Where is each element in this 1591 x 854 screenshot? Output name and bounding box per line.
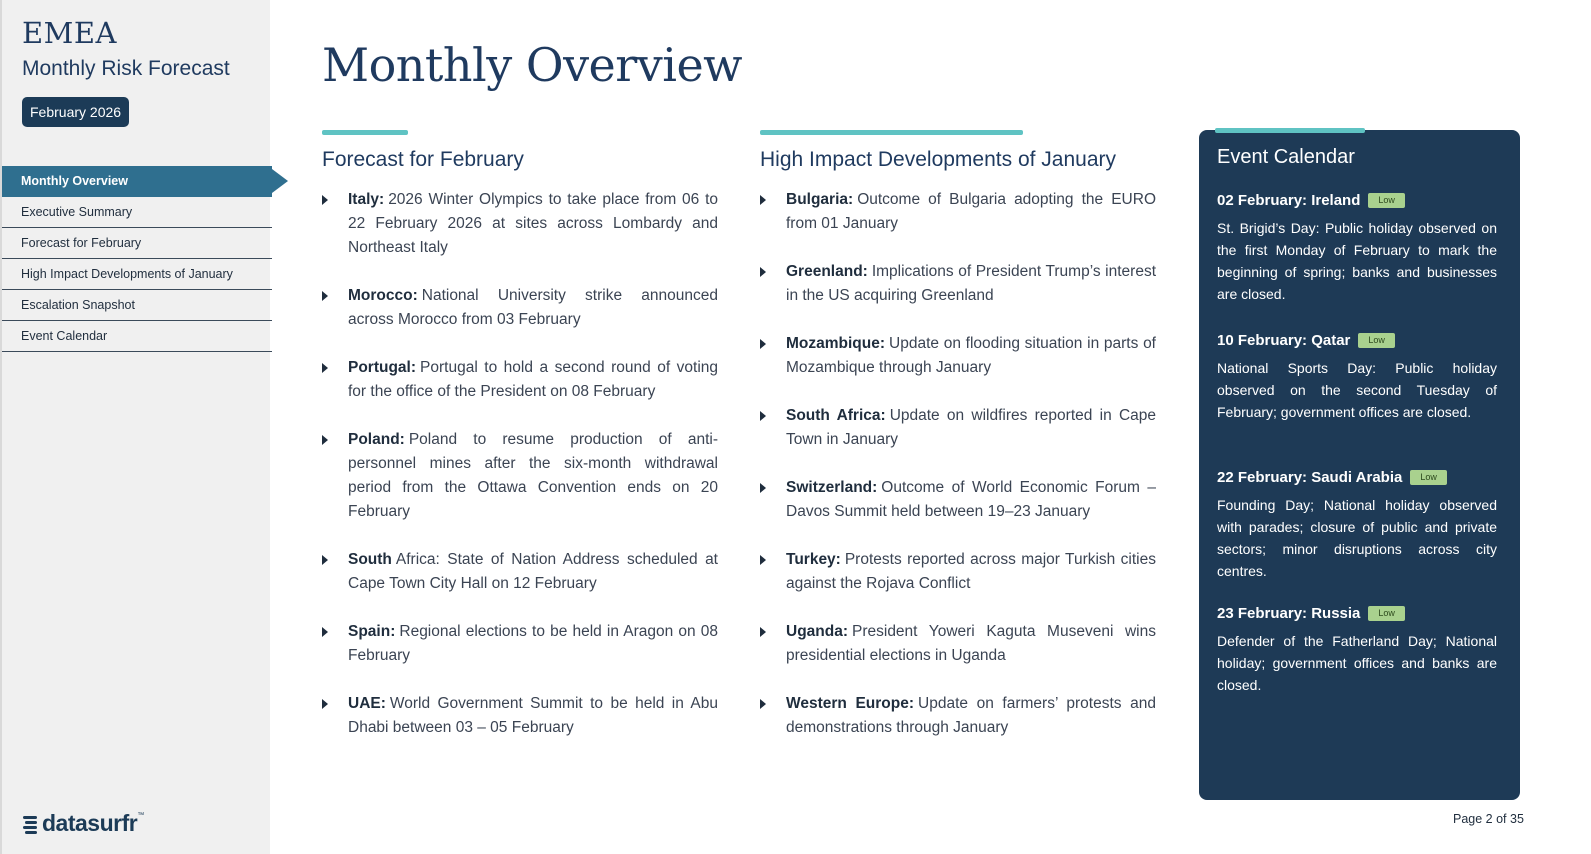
item-country: South Africa: <box>786 407 886 424</box>
event-description: St. Brigid’s Day: Public holiday observed on the first Monday of February to mark the beginning of spring; banks and businesses are closed. <box>1217 220 1497 302</box>
nav-item-forecast[interactable]: Forecast for February <box>2 228 272 259</box>
list-item <box>760 260 1156 308</box>
event-head <box>1217 469 1497 486</box>
item-text <box>348 620 718 668</box>
nav-item-executive-summary[interactable]: Executive Summary <box>2 197 272 228</box>
item-description: Outcome of Bulgaria adopting the EURO from 01 January <box>786 191 1156 232</box>
forecast-accent-bar <box>322 130 408 135</box>
item-description: Update on flooding situation in parts of Mozambique through January <box>786 335 1156 376</box>
list-item <box>322 620 718 668</box>
item-country: South <box>348 551 392 568</box>
triangle-bullet-icon <box>760 555 766 565</box>
waves-logo-icon <box>22 814 38 834</box>
page-title: Monthly Overview <box>322 38 743 92</box>
forecast-column <box>322 130 718 764</box>
triangle-bullet-icon <box>322 195 328 205</box>
list-item <box>322 284 718 332</box>
item-country: Western Europe: <box>786 695 915 712</box>
item-text <box>786 692 1156 740</box>
item-text <box>786 476 1156 524</box>
calendar-event <box>1217 605 1497 696</box>
event-description: National Sports Day: Public holiday observed on the second Tuesday of February; government offices are closed. <box>1217 360 1497 420</box>
event-description: Defender of the Fatherland Day; National holiday; government offices and banks are closed. <box>1217 633 1497 693</box>
item-description: Poland to resume production of anti-personnel mines after the six-month withdrawal period from the Ottawa Convention ends on 20 February <box>348 431 718 520</box>
item-country: Mozambique: <box>786 335 886 352</box>
triangle-bullet-icon <box>322 435 328 445</box>
item-description: Portugal to hold a second round of voting for the office of the President on 08 February <box>348 359 718 400</box>
triangle-bullet-icon <box>760 195 766 205</box>
list-item <box>760 332 1156 380</box>
item-description: Update on wildfires reported in Cape Town in January <box>786 407 1157 448</box>
developments-heading: High Impact Developments of January <box>760 148 1117 171</box>
list-item <box>322 692 718 740</box>
item-text <box>786 404 1156 452</box>
item-text <box>786 260 1156 308</box>
calendar-event <box>1217 192 1497 305</box>
event-title: 02 February: Ireland <box>1217 192 1361 209</box>
list-item <box>760 404 1156 452</box>
event-title: 23 February: Russia <box>1217 605 1361 622</box>
item-text <box>786 548 1156 596</box>
item-country: UAE: <box>348 695 386 712</box>
sidebar-nav <box>2 166 272 352</box>
nav-item-event-calendar[interactable]: Event Calendar <box>2 321 272 352</box>
triangle-bullet-icon <box>760 411 766 421</box>
nav-item-developments[interactable]: High Impact Developments of January <box>2 259 272 290</box>
forecast-list <box>322 188 718 740</box>
triangle-bullet-icon <box>322 291 328 301</box>
triangle-bullet-icon <box>322 555 328 565</box>
item-text <box>348 692 718 740</box>
item-country: Poland: <box>348 431 405 448</box>
list-item <box>760 692 1156 740</box>
event-head <box>1217 605 1497 622</box>
developments-accent-bar <box>760 130 1023 135</box>
triangle-bullet-icon <box>322 699 328 709</box>
item-text <box>348 428 718 524</box>
item-description: National University strike announced across Morocco from 03 February <box>348 287 718 328</box>
nav-item-monthly-overview[interactable]: Monthly Overview <box>2 166 272 197</box>
item-description: Implications of President Trump’s interest in the US acquiring Greenland <box>786 263 1156 304</box>
risk-level-badge: Low <box>1358 333 1395 348</box>
event-title: 22 February: Saudi Arabia <box>1217 469 1403 486</box>
developments-column <box>760 130 1156 764</box>
item-text <box>786 332 1156 380</box>
triangle-bullet-icon <box>760 699 766 709</box>
triangle-bullet-icon <box>760 627 766 637</box>
triangle-bullet-icon <box>322 627 328 637</box>
item-country: Italy: <box>348 191 385 208</box>
item-text <box>786 188 1156 236</box>
item-country: Spain: <box>348 623 396 640</box>
item-country: Switzerland: <box>786 479 878 496</box>
triangle-bullet-icon <box>760 339 766 349</box>
item-text <box>786 620 1156 668</box>
triangle-bullet-icon <box>322 363 328 373</box>
item-country: Greenland: <box>786 263 868 280</box>
risk-level-badge: Low <box>1368 193 1405 208</box>
item-description: Protests reported across major Turkish cities against the Rojava Conflict <box>786 551 1156 592</box>
risk-level-badge: Low <box>1368 606 1405 621</box>
event-description: Founding Day; National holiday observed with parades; closure of public and private sectors; minor disruptions across city centres. <box>1217 497 1497 579</box>
item-country: Turkey: <box>786 551 841 568</box>
item-description: Africa: State of Nation Address scheduled at Cape Town City Hall on 12 February <box>348 551 718 592</box>
list-item <box>760 620 1156 668</box>
list-item <box>322 188 718 260</box>
page-number: Page 2 of 35 <box>1453 812 1524 826</box>
item-description: Update on farmers’ protests and demonstrations through January <box>786 695 1156 736</box>
item-country: Bulgaria: <box>786 191 854 208</box>
report-title: Monthly Risk Forecast <box>22 57 230 80</box>
item-text <box>348 548 718 596</box>
calendar-event <box>1217 469 1497 582</box>
developments-list <box>760 188 1156 740</box>
list-item <box>322 548 718 596</box>
list-item <box>760 188 1156 236</box>
item-text <box>348 188 718 260</box>
item-description: President Yoweri Kaguta Museveni wins presidential elections in Uganda <box>786 623 1156 664</box>
event-head <box>1217 192 1497 209</box>
date-badge: February 2026 <box>22 97 129 127</box>
calendar-heading: Event Calendar <box>1217 146 1355 168</box>
event-title: 10 February: Qatar <box>1217 332 1351 349</box>
region-label: EMEA <box>22 16 117 50</box>
event-calendar-panel <box>1199 130 1520 800</box>
calendar-event <box>1217 332 1497 423</box>
item-description: Regional elections to be held in Aragon on 08 February <box>348 623 718 664</box>
nav-item-escalation[interactable]: Escalation Snapshot <box>2 290 272 321</box>
datasurfr-logo <box>22 810 144 837</box>
item-description: World Government Summit to be held in Abu Dhabi between 03 – 05 February <box>348 695 718 736</box>
logo-trademark: ™ <box>137 812 145 819</box>
event-head <box>1217 332 1497 349</box>
sidebar <box>0 0 270 854</box>
list-item <box>760 548 1156 596</box>
item-country: Morocco: <box>348 287 418 304</box>
triangle-bullet-icon <box>760 267 766 277</box>
triangle-bullet-icon <box>760 483 766 493</box>
forecast-heading: Forecast for February <box>322 148 524 171</box>
item-text <box>348 356 718 404</box>
item-text <box>348 284 718 332</box>
risk-level-badge: Low <box>1410 470 1447 485</box>
item-country: Uganda: <box>786 623 848 640</box>
item-description: 2026 Winter Olympics to take place from 06 to 22 February 2026 at sites across Lombardy and Northeast Italy <box>348 191 718 256</box>
logo-text: datasurfr <box>42 810 138 836</box>
list-item <box>322 428 718 524</box>
list-item <box>322 356 718 404</box>
item-country: Portugal: <box>348 359 417 376</box>
list-item <box>760 476 1156 524</box>
calendar-accent-bar <box>1215 128 1365 133</box>
item-description: Outcome of World Economic Forum – Davos Summit held between 19–23 January <box>786 479 1156 520</box>
